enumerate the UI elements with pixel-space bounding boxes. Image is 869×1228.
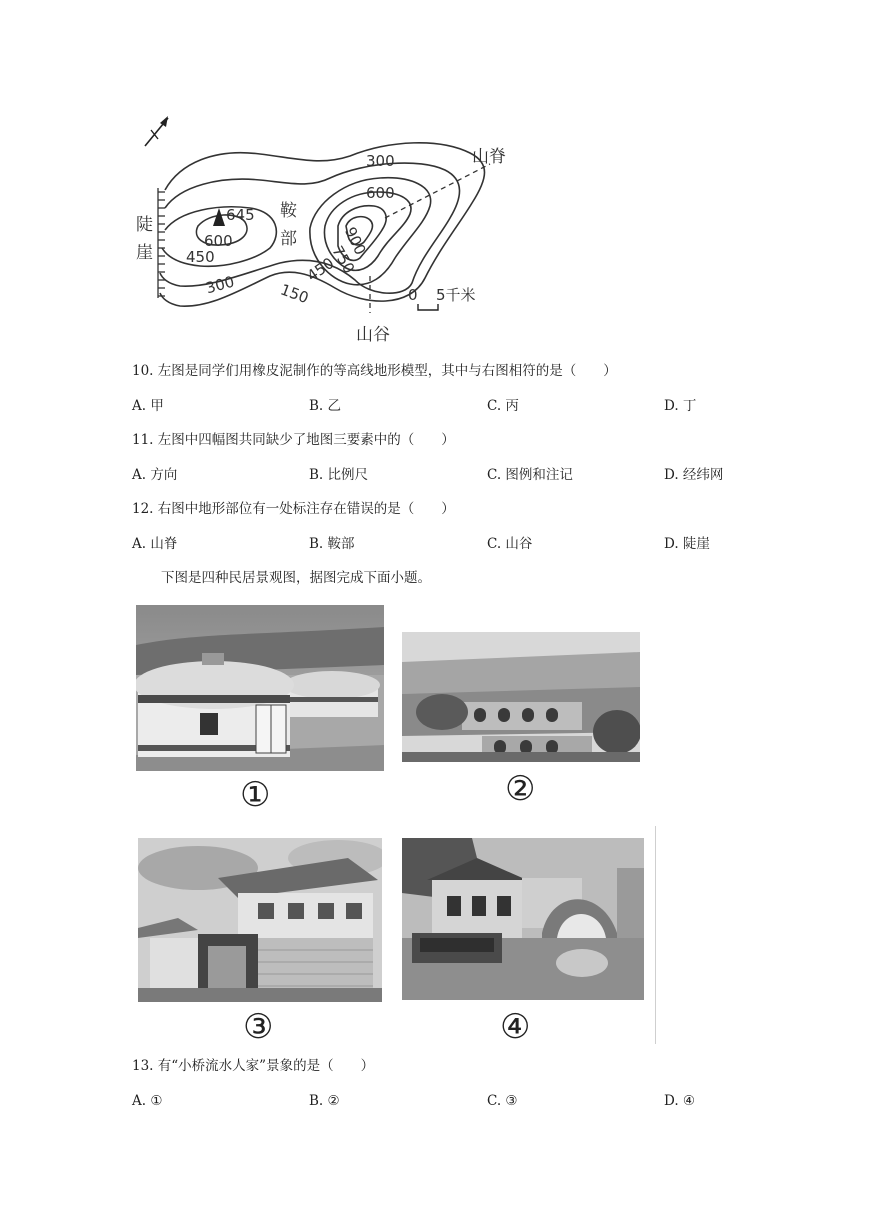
- photo-yurt: [136, 605, 384, 771]
- contour-label-450-right: 450: [303, 253, 338, 286]
- svg-text:0: 0: [408, 286, 418, 304]
- q13-option-d[interactable]: D. ④: [664, 1093, 696, 1109]
- cliff-line: [158, 188, 165, 298]
- svg-text:5千米: 5千米: [436, 286, 476, 304]
- cliff-label-1: 陡: [136, 215, 153, 235]
- peak-elevation: 645: [226, 206, 255, 224]
- cliff-label-2: 崖: [136, 243, 153, 263]
- photo-house: [138, 838, 382, 1002]
- q12-option-d[interactable]: D. 陡崖: [664, 536, 710, 552]
- photo-caption-2: ②: [505, 769, 536, 809]
- q13-option-a[interactable]: A. ①: [132, 1093, 163, 1109]
- ridge-label: 山脊: [472, 147, 506, 167]
- photo-cave-dwelling: [402, 632, 640, 762]
- question-11-stem: 11. 左图中四幅图共同缺少了地图三要素中的（ ）: [132, 432, 455, 448]
- q11-option-b[interactable]: B. 比例尺: [309, 467, 369, 483]
- question-13-stem: 13. 有“小桥流水人家”景象的是（ ）: [132, 1058, 375, 1074]
- saddle-label-1: 鞍: [280, 201, 297, 221]
- contour-label-600-left: 600: [204, 232, 233, 250]
- photo-canal-bridge: [402, 838, 644, 1000]
- contour-label-150: 150: [277, 280, 312, 308]
- q10-option-a[interactable]: A. 甲: [132, 398, 164, 414]
- question-10-stem: 10. 左图是同学们用橡皮泥制作的等高线地形模型，其中与右图相符的是（ ）: [132, 363, 617, 379]
- divider-line: [655, 826, 656, 1044]
- north-arrow-icon: [145, 116, 168, 146]
- contour-label-900: 900: [341, 224, 370, 258]
- contour-label-750: 750: [328, 242, 359, 277]
- q10-option-c[interactable]: C. 丙: [487, 398, 519, 414]
- q12-option-b[interactable]: B. 鞍部: [309, 536, 355, 552]
- q11-option-d[interactable]: D. 经纬网: [664, 467, 724, 483]
- q12-option-a[interactable]: A. 山脊: [132, 536, 178, 552]
- q10-option-d[interactable]: D. 丁: [664, 398, 697, 414]
- contour-label-600-right: 600: [366, 184, 395, 202]
- q10-option-b[interactable]: B. 乙: [309, 398, 342, 414]
- q13-option-c[interactable]: C. ③: [487, 1093, 518, 1109]
- scale-bar: [408, 286, 476, 310]
- photo-caption-4: ④: [500, 1007, 531, 1047]
- q13-option-b[interactable]: B. ②: [309, 1093, 340, 1109]
- photo-caption-3: ③: [243, 1007, 274, 1047]
- valley-label: 山谷: [356, 325, 390, 345]
- question-12-stem: 12. 右图中地形部位有一处标注存在错误的是（ ）: [132, 501, 455, 517]
- contour-label-450-left: 450: [186, 248, 215, 266]
- q11-option-a[interactable]: A. 方向: [132, 467, 178, 483]
- saddle-label-2: 部: [280, 229, 297, 249]
- q12-option-c[interactable]: C. 山谷: [487, 536, 533, 552]
- contour-map: [120, 108, 540, 348]
- contour-label-300-bottom: 300: [203, 272, 237, 298]
- photo-caption-1: ①: [240, 775, 271, 815]
- intro-text: 下图是四种民居景观图，据图完成下面小题。: [161, 570, 431, 586]
- q11-option-c[interactable]: C. 图例和注记: [487, 467, 573, 483]
- ridge-line: [385, 164, 490, 218]
- contour-label-300-top: 300: [366, 152, 395, 170]
